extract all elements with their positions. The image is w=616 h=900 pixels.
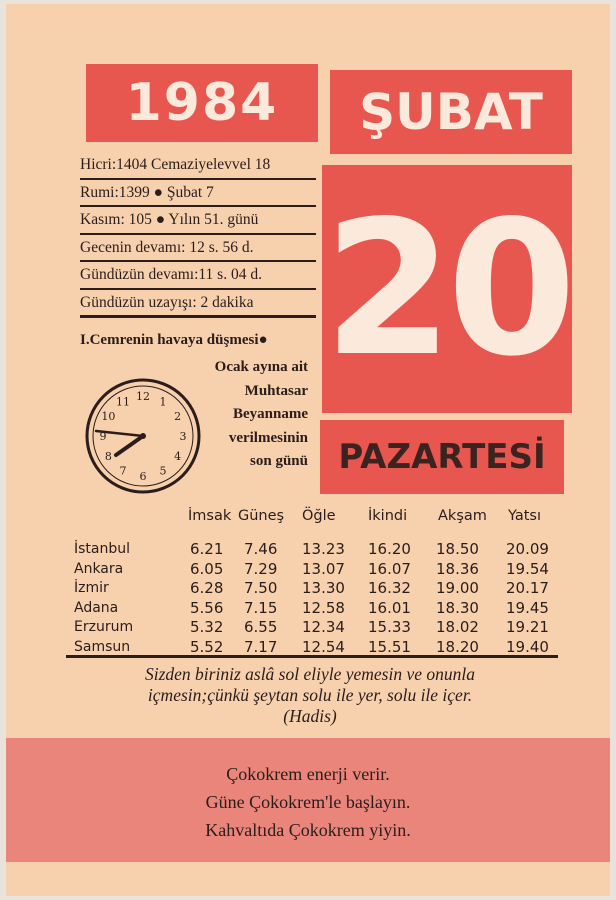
prayer-time-cell: 6.21 (190, 540, 224, 558)
city-label: Samsun (74, 638, 131, 655)
calendar-info-lines (80, 152, 316, 318)
note-line: Muhtasar (244, 382, 308, 399)
clock-numeral: 10 (101, 410, 116, 423)
note-line: verilmesinin (228, 429, 308, 446)
note-line: Ocak ayına ait (214, 359, 308, 375)
rumi-date: Rumi:1399 ● Şubat 7 (80, 180, 316, 208)
prayer-time-cell: 5.32 (190, 618, 224, 636)
col-ikindi: İkindi (368, 508, 408, 524)
prayer-time-cell: 18.20 (436, 637, 479, 656)
prayer-time-cell: 16.20 (368, 540, 411, 558)
city-label: İzmir (74, 580, 109, 596)
clock-numeral: 4 (174, 450, 182, 463)
prayer-time-cell: 13.07 (302, 559, 345, 578)
clock-numeral: 6 (139, 470, 147, 483)
day-lengthening: Gündüzün uzayışı: 2 dakika (80, 290, 316, 319)
hicri-date: Hicri:1404 Cemaziyelevvel 18 (80, 152, 316, 180)
prayer-time-cell: 18.36 (436, 559, 479, 578)
clock-numeral: 5 (159, 464, 167, 478)
kasim-day: Kasım: 105 ● Yılın 51. günü (80, 207, 316, 235)
prayer-time-cell: 19.45 (506, 598, 549, 617)
prayer-time-cell: 6.28 (190, 579, 224, 597)
prayer-time-cell: 15.51 (368, 637, 411, 656)
col-yatsi: Yatsı (508, 508, 542, 524)
prayer-time-cell: 13.23 (302, 540, 345, 558)
clock-numeral: 9 (99, 430, 107, 443)
clock-numeral: 1 (159, 395, 167, 409)
prayer-time-cell: 5.56 (190, 598, 224, 617)
month-banner: ŞUBAT (330, 70, 572, 154)
prayer-time-cell: 19.21 (506, 618, 549, 636)
prayer-time-cell: 5.52 (190, 637, 224, 656)
divider (66, 655, 558, 658)
col-aksam: Akşam (438, 508, 487, 524)
day-length: Gündüzün devamı:11 s. 04 d. (80, 262, 316, 290)
clock-numeral: 2 (174, 410, 182, 423)
night-length: Gecenin devamı: 12 s. 56 d. (80, 235, 316, 263)
col-ogle: Öğle (302, 508, 336, 524)
city-label: Ankara (74, 560, 124, 577)
prayer-time-cell: 20.09 (506, 540, 549, 558)
year-banner: 1984 (86, 64, 318, 142)
prayer-time-cell: 12.54 (302, 637, 345, 656)
hadis-source: (Hadis) (283, 706, 337, 726)
note-line: son günü (250, 453, 308, 469)
prayer-time-cell: 12.58 (302, 598, 345, 617)
city-label: Erzurum (74, 619, 134, 635)
prayer-time-cell: 19.40 (506, 637, 549, 656)
prayer-time-cell: 19.00 (436, 579, 479, 597)
clock-numeral: 11 (116, 395, 130, 409)
clock-numeral: 8 (104, 450, 112, 463)
prayer-time-cell: 18.30 (436, 598, 479, 617)
prayer-time-cell: 6.55 (244, 618, 278, 636)
note-line: Beyanname (233, 406, 308, 422)
prayer-time-cell: 12.34 (302, 618, 345, 636)
prayer-time-cell: 18.02 (436, 618, 479, 636)
ad-line: Çokokrem enerji verir. (226, 764, 390, 784)
prayer-time-cell: 19.54 (506, 559, 549, 578)
weekday-banner: PAZARTESİ (320, 420, 564, 494)
hadis-line: içmesin;çünkü şeytan solu ile yer, solu ile içer. (147, 685, 473, 705)
prayer-time-cell: 20.17 (506, 579, 549, 597)
hadis-line: Sizden biriniz aslâ sol eliyle yemesin ve onunla (144, 664, 475, 684)
clock-numeral: 12 (136, 390, 150, 403)
prayer-time-cell: 7.46 (244, 540, 278, 558)
prayer-time-cell: 7.17 (244, 637, 278, 656)
note-title: I.Cemrenin havaya düşmesi● (80, 332, 268, 348)
clock-icon (84, 377, 202, 495)
prayer-time-cell: 16.01 (368, 598, 411, 617)
prayer-time-cell: 18.50 (436, 540, 479, 558)
prayer-time-cell: 7.29 (244, 559, 278, 578)
col-imsak: İmsak (188, 508, 232, 524)
clock-numeral: 7 (119, 464, 127, 478)
prayer-time-cell: 16.07 (368, 559, 411, 578)
col-gunes: Güneş (238, 508, 285, 524)
city-label: İstanbul (74, 541, 131, 557)
prayer-time-cell: 15.33 (368, 618, 411, 636)
clock-numeral: 3 (179, 430, 187, 443)
hadis-quote (70, 664, 550, 727)
prayer-time-cell: 16.32 (368, 579, 411, 597)
ad-line: Güne Çokokrem'le başlayın. (205, 792, 411, 812)
prayer-time-cell: 13.30 (302, 579, 345, 597)
ad-line: Kahvaltıda Çokokrem yiyin. (205, 820, 411, 840)
day-number: 20 (322, 165, 572, 413)
prayer-time-cell: 6.05 (190, 559, 224, 578)
prayer-time-cell: 7.50 (244, 579, 278, 597)
prayer-time-cell: 7.15 (244, 598, 278, 617)
city-label: Adana (74, 599, 119, 616)
